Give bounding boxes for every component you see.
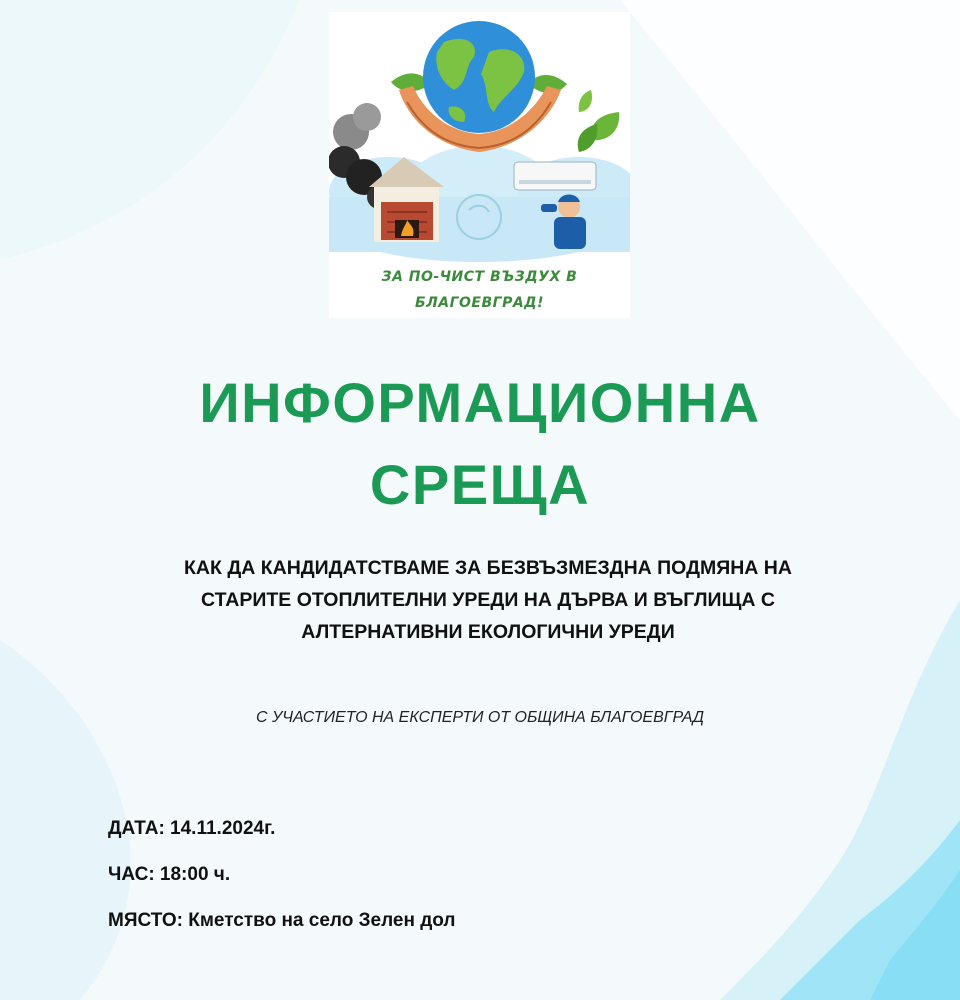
logo-caption-line2: БЛАГОЕВГРАД! — [414, 295, 545, 311]
meeting-topic — [100, 552, 876, 648]
title-line1: ИНФОРМАЦИОННА — [199, 371, 761, 434]
campaign-logo — [329, 12, 630, 318]
event-date: ДАТА: 14.11.2024г. — [108, 818, 276, 839]
topic-line3: АЛТЕРНАТИВНИ ЕКОЛОГИЧНИ УРЕДИ — [301, 621, 675, 643]
logo-caption — [329, 264, 630, 316]
page-title — [0, 362, 960, 526]
event-place: МЯСТО: Кметство на село Зелен дол — [108, 910, 456, 931]
title-line2: СРЕЩА — [369, 453, 591, 516]
experts-note: С УЧАСТИЕТО НА ЕКСПЕРТИ ОТ ОБЩИНА БЛАГОЕВГРАД — [256, 709, 704, 726]
event-details — [108, 806, 456, 944]
event-time: ЧАС: 18:00 ч. — [108, 864, 231, 885]
topic-line1: КАК ДА КАНДИДАТСТВАМЕ ЗА БЕЗВЪЗМЕЗДНА ПОДМЯНА НА — [184, 557, 792, 579]
logo-caption-line1: ЗА ПО-ЧИСТ ВЪЗДУХ В — [381, 269, 578, 285]
topic-line2: СТАРИТЕ ОТОПЛИТЕЛНИ УРЕДИ НА ДЪРВА И ВЪГЛИЩА С — [200, 589, 776, 611]
